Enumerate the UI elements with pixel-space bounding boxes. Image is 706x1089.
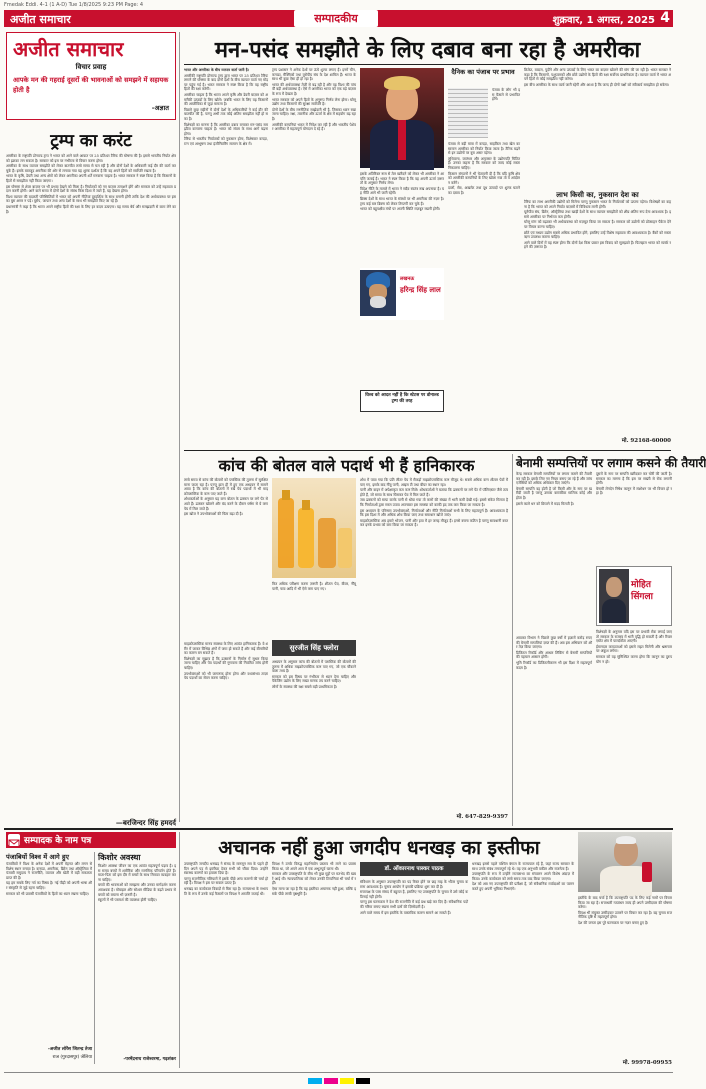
column-divider bbox=[179, 32, 180, 822]
section-label: सम्पादकीय bbox=[314, 12, 358, 25]
benami-author: मोहित सिंगला bbox=[631, 580, 653, 602]
letter2-body: किशोर अवस्था जीवन का एक अत्यंत महत्वपूर्ण पड़ाव है। इस समय बच्चों में शारीरिक और मानसिक परिवर्तन होते हैं। माता-पिता को इस दौर में बच्चों के साथ मित्रवत व्यवहार करना चाहिए। बच्चों की भावनाओं को समझना और उनका मार्गदर्शन करना आवश्यक है। मोबाइल और सोशल मीडिया के बढ़ते प्रभाव से बच्चों को बचाना भी ज़रूरी है। स्कूलों में भी परामर्श की व्यवस्था होनी चाहिए। bbox=[98, 864, 176, 903]
masthead-date: शुक्रवार, 1 अगस्त, 2025 bbox=[552, 15, 655, 26]
columnist-box bbox=[360, 268, 444, 320]
america-contact: मो. 92168-60000 bbox=[621, 438, 671, 444]
trump-photo bbox=[360, 68, 444, 168]
juice-bottles-image bbox=[272, 478, 356, 578]
dhankhar-contact: मो. 99978-09955 bbox=[622, 1060, 672, 1066]
dhankhar-title: अचानक नहीं हुआ जगदीप धनखड़ का इस्तीफा bbox=[218, 837, 540, 859]
benami-author-photo bbox=[599, 569, 629, 623]
trump-body: अमरीका के राष्ट्रपति डोनाल्ड ट्रम्प ने भारत को आने वाले आयात पर 25 प्रतिशत टैरिफ की घोषणा की है। इससे भारतीय निर्यात क्षेत्र को झटका लग सकता है। सरकार को इस पर गंभीरता से विचार करना होगा। अमरीका के साथ व्यापार समझौते को लेकर बातचीत लम्बे समय से चल रही है और दोनों देशों के अधिकारी कई दौर की वार्ता कर चुके हैं। इसके बावजूद अमरीका की ओर से लगाया गया यह शुल्क दर्शाता है कि वह अपने हितों को सर्वोपरि रखता है। भारत के कृषि, डेयरी तथा अन्य क्षेत्रों को लेकर अमरीका अपनी शर्तें मनवाना चाहता है। भारत सरकार ने स्पष्ट किया है कि किसानों के हितों से समझौता नहीं किया जाएगा। इस घोषणा से शेयर बाज़ार पर भी प्रभाव देखने को मिला है। निर्यातकों को नए बाज़ार तलाशने होंगे और सरकार को उन्हें सहायता प्रदान करनी होगी। आने वाले समय में दोनों देशों के संबंध किस दिशा में जाते हैं, यह देखना होगा। विश्व व्यापार की बदलती परिस्थितियों में भारत को अपनी नीतियां दूरदर्शिता के साथ बनानी होंगी ताकि देश की अर्थव्यवस्था पर इसका बुरा असर न पड़े। यूरोप, जापान तथा अन्य देशों के साथ भी समझौते किए जा रहे हैं। प्रधानमंत्री ने कहा है कि भारत अपने राष्ट्रीय हितों की रक्षा के लिए हर कदम उठाएगा। यह समय धैर्य और समझदारी से काम लेने का है। bbox=[6, 154, 176, 214]
benami-author-box bbox=[596, 566, 672, 626]
america-col-4: पंजाब से बड़ी मात्रा में कपड़ा, साइकिल तथा खेल का सामान अमरीका को निर्यात किया जाता है। टैरिफ बढ़ने से इन उद्योगों पर बुरा असर पड़ेगा। लुधियाना, जालंधर और अमृतसर के उद्योगपति चिंतित हैं। उनका कहना है कि सरकार को जल्द कोई रास्ता निकालना चाहिए। किसान संगठनों ने भी चेतावनी दी है कि यदि कृषि क्षेत्र को अमरीकी कम्पनियों के लिए खोला गया तो वे आंदोलन करेंगे। दालों, सेब, अखरोट तथा दूध उत्पादों पर शुल्क घटाने का दबाव है। bbox=[448, 142, 520, 195]
dhankhar-author: डॉ. ओंकारनाथ पास्कर पाठक bbox=[384, 866, 444, 872]
editorial-box bbox=[6, 32, 176, 120]
america-col-2: ट्रम्प प्रशासन ने अनेक देशों पर ऊंचे शुल्क लगाए हैं। इनमें चीन, कनाडा, मैक्सिको तथा यूरोपीय संघ के देश शामिल हैं। भारत के साथ भी कुछ ऐसा ही हो रहा है। भारत की अर्थव्यवस्था तेज़ी से बढ़ रही है और वह विश्व की पांचवीं बड़ी अर्थव्यवस्था है। ऐसे में अमरीका भारत को एक बड़े बाज़ार के रूप में देखता है। भारत सरकार को अपने हितों के अनुरूप निर्णय लेना होगा। घरेलू उद्योग तथा किसानों की सुरक्षा सर्वोपरि है। दोनों देशों के बीच रणनीतिक साझेदारी भी है, जिसका ध्यान रखा जाना चाहिए। रक्षा, तकनीक और ऊर्जा के क्षेत्र में सहयोग बढ़ रहा है। अमरीकी कम्पनियां भारत में निवेश कर रही हैं और भारतीय पेशेवर अमरीका में महत्वपूर्ण योगदान दे रहे हैं। bbox=[272, 68, 356, 132]
masthead-paper-name: अजीत समाचार bbox=[10, 13, 71, 26]
benami-col-2: दूसरों के नाम पर सम्पत्ति खरीदकर कर चोरी की जाती है। सरकार का मानना है कि इस पर सख्ती से रोक लगानी होगी। बेनामी लेनदेन निषेध कानून में संशोधन पर भी विचार हो रहा है। bbox=[596, 472, 672, 496]
dhankhar-col-3: संविधान के अनुसार उपराष्ट्रपति का पद रिक्त होने पर छह माह के भीतर चुनाव कराना आवश्यक है। चुनाव आयोग ने इसकी प्रक्रिया शुरू कर दी है। सत्तापक्ष के पास संसद में बहुमत है, इसलिए नए उपराष्ट्रपति के चुनाव में उसे कोई कठिनाई नहीं होगी। परन्तु इस घटनाक्रम ने देश की राजनीति में कई प्रश्न खड़े कर दिए हैं। संवैधानिक पदों की गरिमा बनाए रखना सभी दलों की ज़िम्मेदारी है। आने वाले समय में इस इस्तीफे के वास्तविक कारण सामने आ सकते हैं। bbox=[360, 880, 468, 915]
section-badge bbox=[294, 10, 378, 27]
america-title: मन-पसंद समझौते के लिए दबाव बना रहा है अमरीका bbox=[214, 37, 641, 63]
benami-col-3: आयकर विभाग ने पिछले कुछ वर्षों में हज़ारों करोड़ रुपए की बेनामी सम्पत्तियां ज़ब्त की हैं। अब इस अभियान को और तेज़ किया जाएगा। डिजिटल रिकॉर्ड और आधार लिंकिंग से बेनामी सम्पत्तियों की पहचान आसान होगी। भूमि रिकॉर्ड का डिजिटलीकरण भी इस दिशा में महत्वपूर्ण कदम है। bbox=[516, 636, 592, 670]
letters-header: सम्पादक के नाम पत्र bbox=[24, 836, 92, 846]
letter2-title: किशोर अवस्था bbox=[98, 852, 141, 862]
editorial-logo: अजीत समाचार bbox=[13, 37, 124, 61]
trump-article bbox=[6, 128, 176, 151]
glass-col-2: फिर अधिक परीक्षण करना ज़रूरी है। शीतल पेय, बीयर, नींबू पानी, चाय आदि में भी ऐसे कण पाए गए। bbox=[272, 582, 356, 591]
letter1-place: राज (गुरदासपुर) जेलिया bbox=[52, 1055, 92, 1060]
envelope-icon bbox=[8, 834, 20, 846]
dhankhar-col-2: विपक्ष ने उनके विरुद्ध महाभियोग प्रस्ताव भी लाने का प्रयास किया था, जो अपने आप में एक अभूतपूर्व घटना थी। सरकार और उपराष्ट्रपति के बीच भी कुछ मुद्दों पर मतभेद की खबरें आई थीं। न्यायपालिका को लेकर उनकी टिप्पणियां भी चर्चा में रहीं। ऐसा माना जा रहा है कि यह इस्तीफा अचानक नहीं हुआ, बल्कि इसके पीछे लम्बी पृष्ठभूमि है। bbox=[272, 862, 356, 896]
print-meta: Fmedak Eddi. 4-1 (1 A-D) Tue 1/8/2025 9:23 PM Page: 4 bbox=[4, 2, 144, 8]
letters-header-bar bbox=[6, 832, 176, 848]
dhankhar-author-box bbox=[360, 862, 468, 876]
letter2-author: -परमेंद्रनाथ राजेश्वरमा, गढ़शंकर bbox=[123, 1057, 176, 1062]
editorial-quote: आपके मन की गहराई दूसरों की भावनाओं को समझने में सहायक होती है bbox=[13, 76, 169, 94]
benami-title: बेनामी सम्पत्तियों पर लगाम कसने की तैयारी bbox=[516, 456, 706, 470]
page-number: 4 bbox=[660, 10, 670, 26]
newspaper-image bbox=[448, 88, 488, 138]
glass-title: कांच की बोतल वाले पदार्थ भी हैं हानिकारक bbox=[218, 456, 475, 475]
letter1-body: पंजाबियों ने विश्व के अनेक देशों में अपनी मेहनत और लगन से विशेष स्थान बनाया है। कनाडा, अमरीका, ब्रिटेन तथा ऑस्ट्रेलिया में पंजाबी समुदाय ने राजनीति, व्यापार और खेती में बड़ी सफलता प्राप्त की है। यह हम सबके लिए गर्व का विषय है। नई पीढ़ी को अपनी भाषा और संस्कृति से जुड़े रहना चाहिए। सरकार को भी प्रवासी पंजाबियों के हितों का ध्यान रखना चाहिए। bbox=[6, 862, 92, 896]
america-subhead: लाभ किसी का, नुकसान देश का bbox=[556, 190, 639, 199]
letter1-title: पंजाबियों विश्व में आगे हुए bbox=[6, 853, 70, 861]
dhankhar-col-4: धनखड़ इससे पहले पश्चिम बंगाल के राज्यपाल रहे हैं, जहां राज्य सरकार के साथ उनके संबंध तनावपूर्ण रहे थे। वह एक अनुभवी वकील और राजनेता हैं। उपराष्ट्रपति के रूप में उन्होंने राज्यसभा का संचालन अपने विशेष अंदाज़ में किया। उनके कार्यकाल को लम्बे समय तक याद किया जाएगा। देश को अब नए उपराष्ट्रपति की प्रतीक्षा है, जो संवैधानिक मर्यादाओं का पालन करते हुए अपनी भूमिका निभाएंगे। bbox=[472, 862, 574, 891]
dhankhar-col-5: इस्तीफे के बाद चर्चा है कि उपराष्ट्रपति पद के लिए कई नामों पर विचार किया जा रहा है। सत्ताधारी गठबंधन जल्द ही अपने उम्मीदवार की घोषणा करेगा। विपक्ष भी संयुक्त उम्मीदवार उतारने पर विचार कर रहा है। यह चुनाव राजनीतिक दृष्टि से महत्वपूर्ण होगा। देश की जनता इस पूरे घटनाक्रम पर नज़र बनाए हुए है। bbox=[578, 896, 672, 925]
america-column-name: दैनिक का पंजाब पर प्रभाव bbox=[451, 68, 515, 76]
photo-caption: विश्व को आदत नहीं है कि स्टेटस पर डोनाल्ड ट्रम्प की तरह bbox=[365, 393, 439, 404]
america-col-5a: क्रिकेट, बादाम, पुदीने और अन्य उत्पादों के लिए भारत का बाज़ार खोलने की मांग की जा रही है। भारत सरकार ने कहा है कि किसानों, पशुपालकों और छोटे उद्योगों के हितों की रक्षा सर्वोच्च प्राथमिकता है। व्यापार वार्ता में भारत अपने हितों से कोई समझौता नहीं करेगा। इस बीच अमरीका के साथ वार्ता जारी रहेगी और आशा है कि जल्द ही दोनों पक्षों को स्वीकार्य समझौता हो सकेगा। bbox=[524, 68, 671, 87]
editorial-subtitle: विचार प्रवाह bbox=[75, 63, 107, 71]
columnist-label: लखनऊ bbox=[400, 276, 415, 282]
america-col-1: भारत और अमरीका के बीच व्यापार वार्ता जारी है। अमरीकी राष्ट्रपति डोनाल्ड ट्रम्प द्वारा भारत पर 25 प्रतिशत टैरिफ लगाने की घोषणा के बाद दोनों देशों के बीच व्यापार वार्ता नए मोड़ पर पहुंच गई है। भारत सरकार ने स्पष्ट किया है कि वह राष्ट्रीय हितों की रक्षा करेगी। अमरीका चाहता है कि भारत अपने कृषि और डेयरी बाज़ार को अमरीकी उत्पादों के लिए खोले। जबकि भारत के लिए यह किसानों की आजीविका से जुड़ा मामला है। पिछले कुछ महीनों में दोनों देशों के अधिकारियों ने कई दौर की बातचीत की है, परन्तु अभी तक कोई अंतिम समझौता नहीं हो सका है। विशेषज्ञों का मानना है कि अमरीका दबाव बनाकर मन-पसंद समझौता करवाना चाहता है। भारत को संयम के साथ आगे बढ़ना होगा। टैरिफ से भारतीय निर्यातकों को नुकसान होगा, विशेषकर कपड़ा, रत्न एवं आभूषण तथा इंजीनियरिंग सामान के क्षेत्र में। bbox=[184, 68, 268, 146]
color-registration-strip bbox=[4, 1078, 673, 1084]
letter1-author: -अजीत लोरेंस जितन्द्र तेजा bbox=[47, 1047, 92, 1052]
photo-caption-box bbox=[360, 390, 444, 412]
america-col-3: इसके अतिरिक्त रूस से तेल खरीदने को लेकर भी अमरीका ने आपत्ति जताई है। भारत ने स्पष्ट किया है कि वह अपनी ऊर्जा ज़रूरतों के अनुसार निर्णय लेगा। विदेश नीति के मामले में भारत ने सदैव स्वतंत्र रुख अपनाया है। यह नीति आगे भी जारी रहेगी। ब्रिक्स देशों के साथ भारत के संबंधों पर भी अमरीका की नज़र है। ट्रम्प कई बार ब्रिक्स को लेकर टिप्पणी कर चुके हैं। भारत को बहुपक्षीय मंचों पर अपनी स्थिति मज़बूत रखनी होगी। bbox=[360, 172, 444, 212]
dhankhar-photo bbox=[578, 832, 672, 892]
benami-col-1: केन्द्र सरकार बेनामी सम्पत्तियों पर लगाम कसने की तैयारी कर रही है। इसके लिए नए नियम बनाए जा रहे हैं और जांच एजेंसियों को अधिक अधिकार दिए जाएंगे। बेनामी सम्पत्ति वह होती है जो किसी और के नाम पर खरीदी जाती है परन्तु उसका वास्तविक मालिक कोई और होता है। इससे काले धन को छिपाने में मदद मिलती है। bbox=[516, 472, 592, 506]
masthead-bar bbox=[4, 10, 673, 27]
glass-contact: मो. 647-829-9397 bbox=[456, 814, 508, 820]
columnist-name: हरिन्द्र सिंह लाल bbox=[400, 286, 441, 294]
trump-title: ट्रम्प का करंट bbox=[50, 131, 132, 151]
glass-col-5: शोध में पाया गया कि प्रति लीटर पेय में सैकड़ों माइक्रोप्लास्टिक कण मौजूद थे। सबसे अधिक कण शीतल पेयों में पाए गए, इसके बाद नींबू पानी, आइस टी तथा बीयर का स्थान रहा। पानी और वाइन में अपेक्षाकृत कम कण मिले। शोधकर्ताओं ने बताया कि ढक्कनों पर लगे पेंट में पॉलिएस्टर जैसे तत्व होते हैं, जो समय के साथ घिसकर पेय में मिल जाते हैं। जब ढक्कनों को साफ करके पानी से धोया गया तो कणों की संख्या में भारी कमी देखी गई। इससे संकेत मिलता है कि निर्माताओं द्वारा सरल उपाय अपनाकर इस समस्या को काफी हद तक कम किया जा सकता है। इस अध्ययन के परिणाम उपभोक्ताओं, निर्माताओं और नीति निर्माताओं सभी के लिए महत्वपूर्ण हैं। आवश्यकता है कि इस दिशा में और अधिक शोध किया जाए तथा समाधान खोजे जाएं। माइक्रोप्लास्टिक अब हमारे भोजन, पानी और हवा में हर जगह मौजूद हैं। इनसे बचना कठिन है परन्तु सावधानी बरतकर इनके प्रभाव को कम किया जा सकता है। bbox=[360, 478, 508, 528]
benami-col-4: विशेषज्ञों के अनुसार यदि इस पर प्रभावी रोक लगाई जाए तो सरकार के राजस्व में भारी वृद्धि हो सकती है और रियल एस्टेट क्षेत्र में पारदर्शिता आएगी। ईमानदार करदाताओं को इससे राहत मिलेगी और भ्रष्टाचार पर अंकुश लगेगा। सरकार को यह सुनिश्चित करना होगा कि कानून का दुरुपयोग न हो। bbox=[596, 630, 672, 664]
editorial-quote-author: -अज्ञात bbox=[151, 104, 169, 112]
glass-col-3: माइक्रोप्लास्टिक मानव स्वास्थ्य के लिए अत्यंत हानिकारक हैं। ये शरीर में जाकर विभिन्न अंगों में जमा हो सकते हैं और कई बीमारियों का कारण बन सकते हैं। विशेषज्ञों का सुझाव है कि ढक्कनों के निर्माण में सुधार किया जाना चाहिए और पेय पदार्थों की गुणवत्ता की नियमित जांच होनी चाहिए। उपभोक्ताओं को भी जागरूक होना होगा और यथासंभव ताज़ा पेय पदार्थों का सेवन करना चाहिए। bbox=[184, 642, 268, 681]
glass-col-1: लम्बे समय से कांच की बोतलों को प्लास्टिक की तुलना में सुरक्षित माना जाता रहा है। परन्तु हाल ही में हुए एक अध्ययन में सामने आया है कि कांच की बोतलों में रखे पेय पदार्थों में भी माइक्रोप्लास्टिक के कण पाए जाते हैं। शोधकर्ताओं के अनुसार यह कण बोतल के ढक्कन पर लगे पेंट से आते हैं। ढक्कन खोलने और बंद करने के दौरान घर्षण से ये कण पेय में मिल जाते हैं। इस खोज ने उपभोक्ताओं की चिंता बढ़ा दी है। bbox=[184, 478, 268, 517]
glass-author: सुरजीत सिंह फ्लोरा bbox=[289, 644, 339, 652]
glass-col-4: अध्ययन के अनुसार कांच की बोतलों में प्लास्टिक की बोतलों की तुलना में अधिक माइक्रोप्लास्टिक कण पाए गए, जो एक चौंकाने वाला तथ्य है। सरकार को इस विषय पर गंभीरता से ध्यान देना चाहिए और पैकेजिंग उद्योग के लिए सख्त मानक तय करने चाहिए। लोगों के स्वास्थ्य की रक्षा सबसे बड़ी प्राथमिकता है। bbox=[272, 660, 356, 689]
glass-author-box bbox=[272, 640, 356, 656]
trump-byline: —बरजिन्दर सिंह हमदर्द bbox=[115, 818, 176, 827]
columnist-photo bbox=[360, 270, 396, 316]
america-col-5b: टैरिफ का लाभ अमरीकी उद्योगों को मिलेगा परन्तु नुकसान भारत के निर्यातकों को उठाना पड़ेगा। विशेषज्ञों का कहना है कि भारत को अपने निर्यात बाज़ारों में विविधता लानी होगी। यूरोपीय संघ, ब्रिटेन, ऑस्ट्रेलिया तथा खाड़ी देशों के साथ व्यापार समझौतों को शीघ्र अंतिम रूप देना आवश्यक है। इससे अमरीका पर निर्भरता कम होगी। घरेलू मांग को बढ़ाकर भी अर्थव्यवस्था को मज़बूत किया जा सकता है। सरकार को उद्योगों को प्रोत्साहन पैकेज देने पर विचार करना चाहिए। छोटे एवं मध्यम उद्योग सबसे अधिक प्रभावित होंगे, इसलिए उन्हें विशेष सहायता की आवश्यकता है। बैंकों को सस्ता ऋण उपलब्ध कराना चाहिए। आने वाले दिनों में यह स्पष्ट होगा कि दोनों देश किस प्रकार इस विवाद को सुलझाते हैं। फिलहाल भारत को सतर्क रहने की ज़रूरत है। bbox=[524, 200, 671, 250]
dhankhar-col-1: उपराष्ट्रपति जगदीप धनखड़ ने संसद के मानसून सत्र के पहले ही दिन अपने पद से इस्तीफा देकर सभी को चौंका दिया। उन्होंने स्वास्थ्य कारणों का हवाला दिया है। परन्तु राजनीतिक गलियारों में इसके पीछे अन्य कारणों की चर्चा हो रही है। विपक्ष ने इस पर सवाल उठाए हैं। धनखड़ का कार्यकाल विवादों से घिरा रहा है। राज्यसभा के सभापति के रूप में उनके कई फैसलों पर विपक्ष ने आपत्ति जताई थी। bbox=[184, 862, 268, 896]
